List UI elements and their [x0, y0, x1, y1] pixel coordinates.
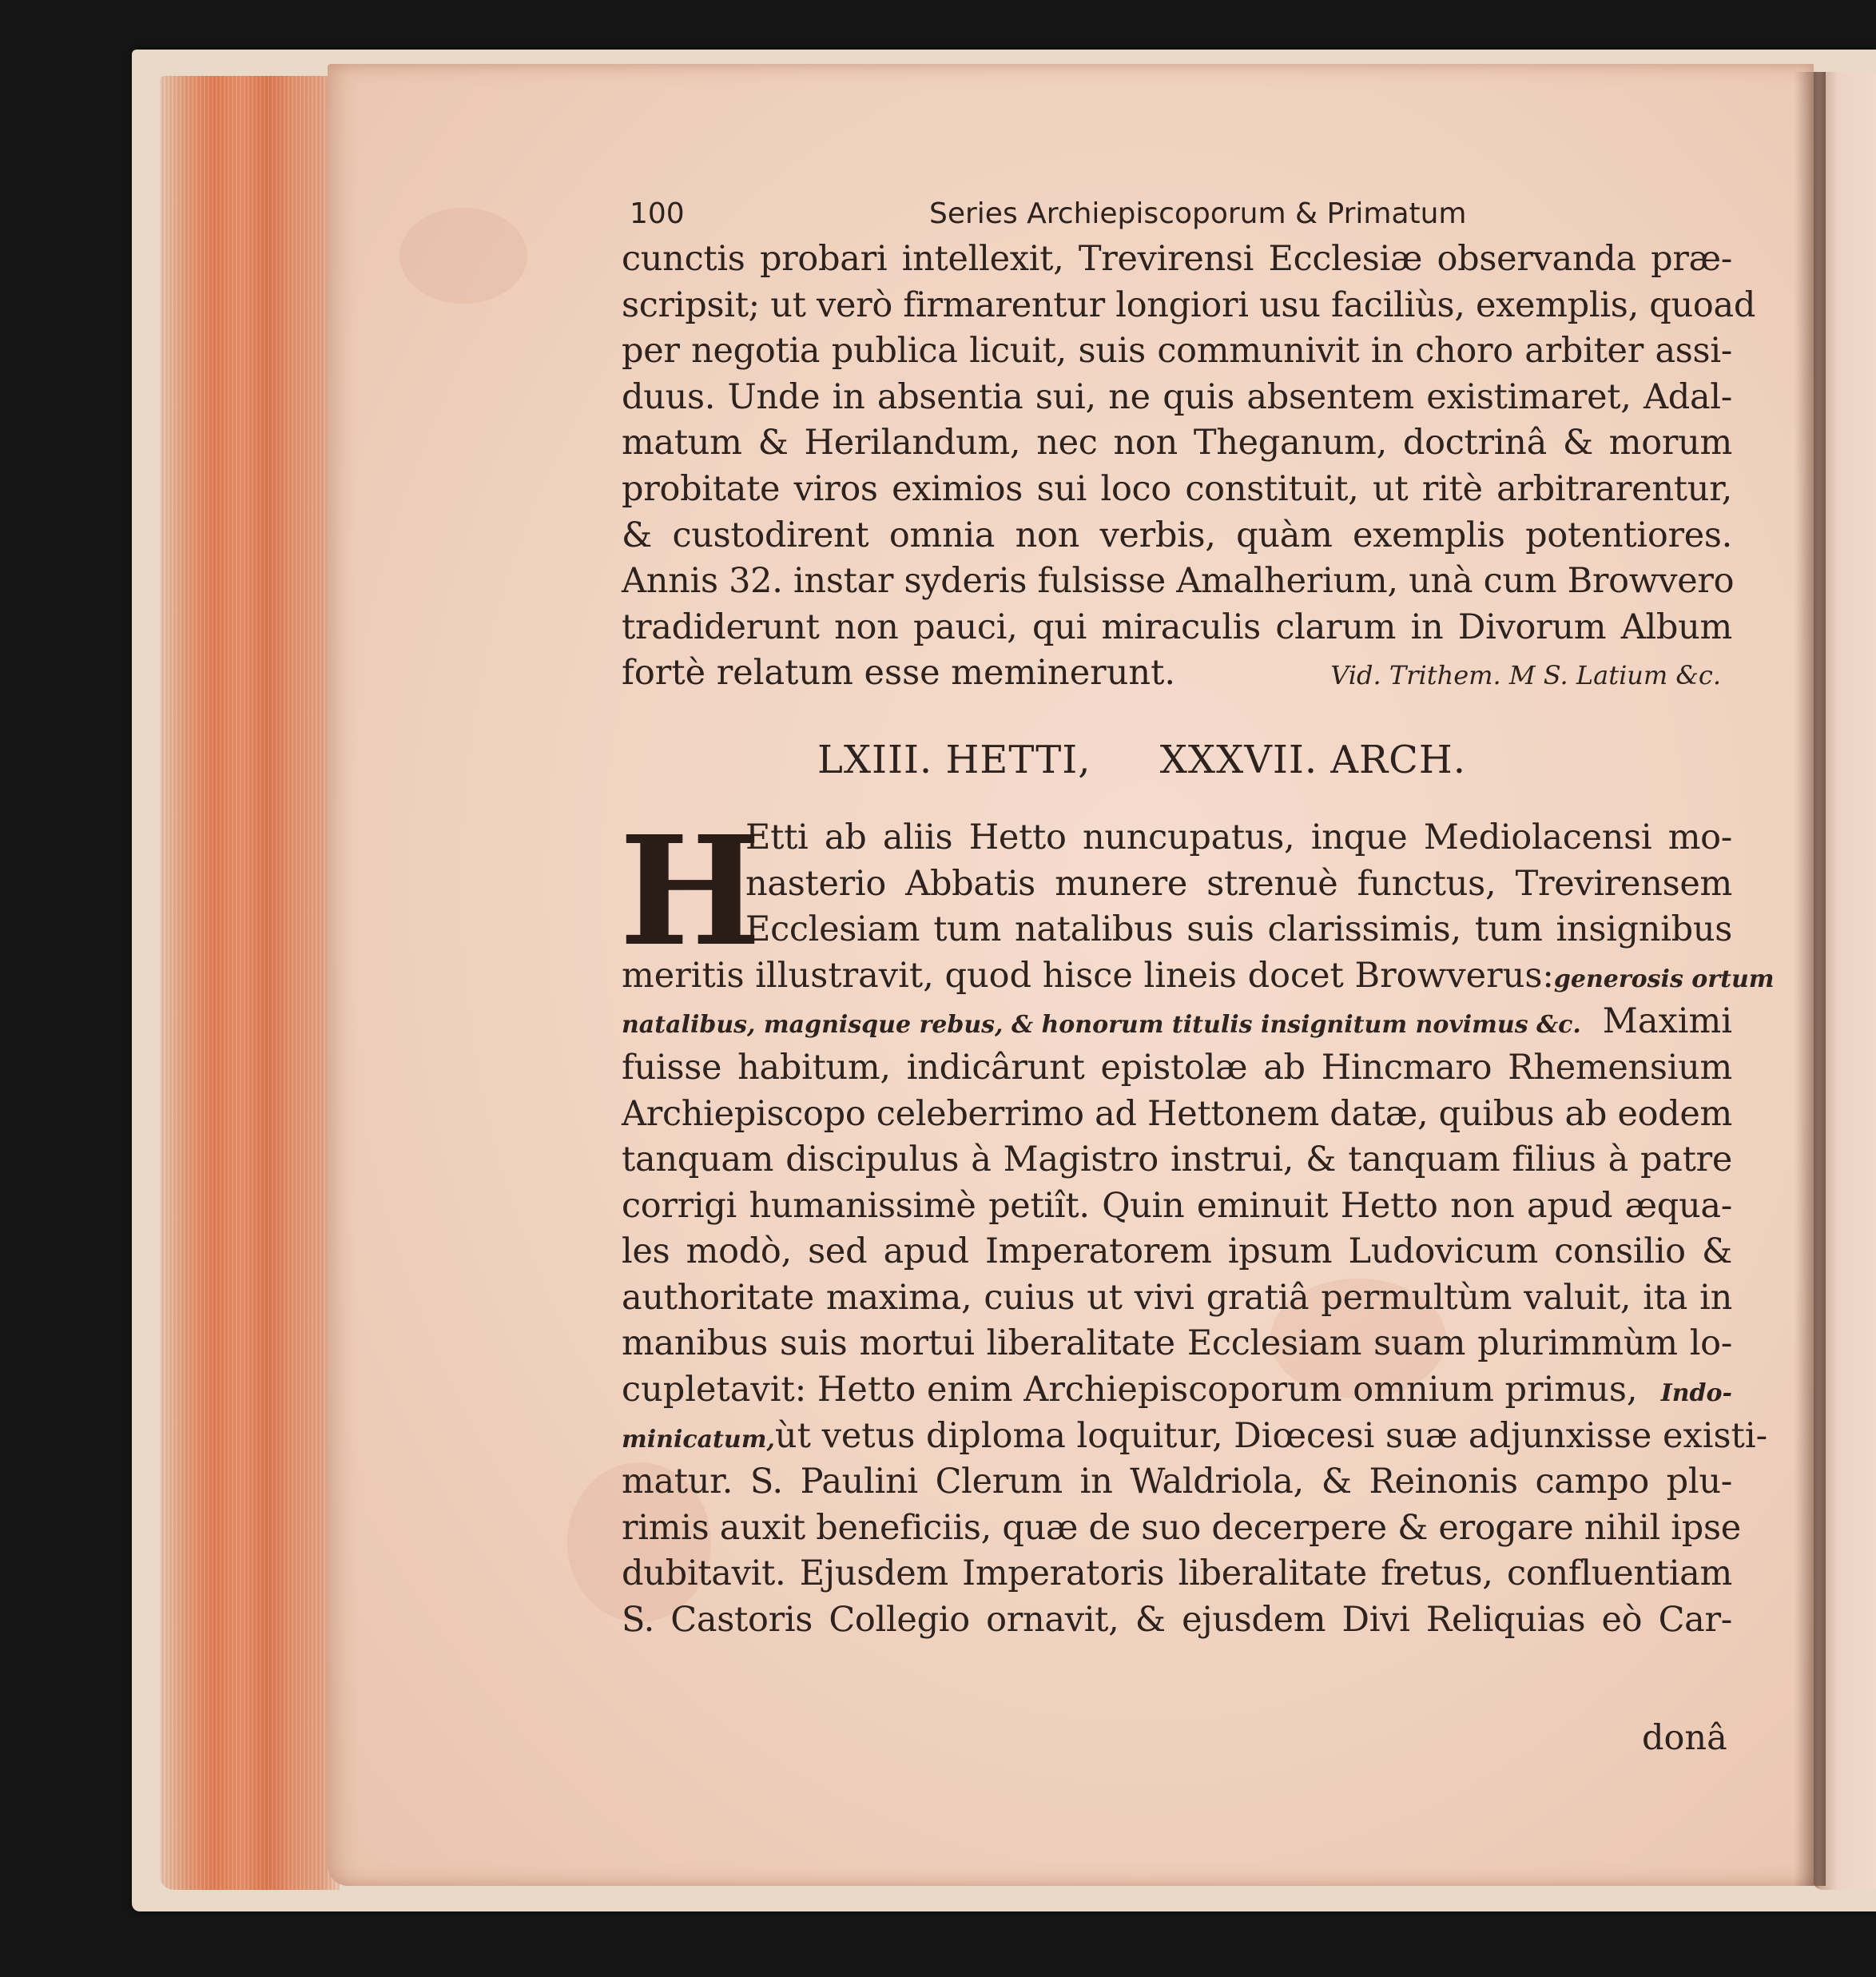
tail-lines [622, 1459, 1741, 1643]
line-text: meritis illustravit, quod hisce lineis docet Browverus: [622, 955, 1554, 996]
running-head: Series Archiepiscoporum & Primatum [929, 197, 1467, 230]
text-line: corrigi humanissimè petiît. Quin eminuit Hetto non apud æqua- [622, 1185, 1732, 1226]
text-line [622, 1414, 1768, 1460]
text-line [622, 999, 1732, 1045]
page-header [622, 192, 1732, 237]
italic-word: minicatum, [622, 1425, 775, 1454]
italic-word: Indo- [1660, 1379, 1732, 1408]
text-line [622, 953, 1775, 1000]
text-line: les modò, sed apud Imperatorem ipsum Ludovicum consilio & [622, 1231, 1732, 1272]
text-line: manibus suis mortui liberalitate Ecclesiam suam plurimmùm lo- [622, 1323, 1732, 1364]
section-heading [622, 732, 1732, 788]
catchword: donâ [1642, 1718, 1727, 1758]
line-text: Maximi [1602, 1001, 1732, 1042]
page-number: 100 [630, 197, 685, 230]
text-line: S. Castoris Collegio ornavit, & ejusdem Divi Reliquias eò Car- [622, 1600, 1732, 1641]
line-text: fortè relatum esse meminerunt. [622, 653, 1176, 694]
line-text: ùt vetus diploma loquitur, Diœcesi suæ adjunxisse existi- [774, 1415, 1768, 1456]
italic-quote: natalibus, magnisque rebus, & honorum titulis insignitum novimus &c. [622, 1011, 1581, 1040]
text-line: scripsit; ut verò firmarentur longiori usu faciliùs, exemplis, quoad [622, 284, 1756, 325]
page-edge-lines [160, 76, 340, 1890]
text-line: matum & Herilandum, nec non Theganum, doctrinâ & morum [622, 423, 1732, 463]
text-line: tanquam discipulus à Magistro instrui, & tanquam filius à patre [622, 1140, 1732, 1180]
text-line: per negotia publica licuit, suis communivit in choro arbiter assi- [622, 331, 1732, 372]
text-line: Annis 32. instar syderis fulsisse Amalherium, unà cum Browvero [622, 561, 1735, 602]
text-line: Archiepiscopo celeberrimo ad Hettonem datæ, quibus ab eodem [622, 1093, 1733, 1134]
text-line: duus. Unde in absentia sui, ne quis absentem existimaret, Adal- [622, 376, 1732, 417]
paragraph-last-line [622, 650, 1732, 697]
text-line: & custodirent omnia non verbis, quàm exemplis potentiores. [622, 515, 1732, 555]
text-line: rimis auxit beneficiis, quæ de suo decerpere & erogare nihil ipse [622, 1507, 1741, 1548]
text-line: Ecclesiam tum natalibus suis clarissimis, tum insignibus [745, 909, 1732, 950]
text-line: dubitavit. Ejusdem Imperatoris liberalitate fretus, confluentiam [622, 1553, 1732, 1594]
drop-cap-initial: H [619, 802, 761, 980]
heading-number-name: LXIII. HETTI, [817, 737, 1091, 782]
citation: Vid. Trithem. M S. Latium &c. [1330, 660, 1721, 691]
text-line: fuisse habitum, indicârunt epistolæ ab Hincmaro Rhemensium [622, 1047, 1732, 1088]
top-paragraph [622, 237, 1756, 650]
text-line: Etti ab aliis Hetto nuncupatus, inque Mediolacensi mo- [745, 817, 1732, 857]
text-line: tradiderunt non pauci, qui miraculis clarum in Divorum Album [622, 607, 1732, 647]
italic-quote: generosis ortum [1553, 965, 1775, 993]
gutter-shadow [1794, 72, 1826, 1886]
body-lines [622, 1045, 1732, 1367]
heading-arch-number: XXXVII. ARCH. [1159, 737, 1467, 782]
text-line: cunctis probari intellexit, Trevirensi Ecclesiæ observanda præ- [622, 239, 1732, 279]
page-edges [160, 76, 340, 1890]
drop-cap-lines [622, 815, 1732, 953]
text-column [619, 192, 1775, 1644]
text-line: matur. S. Paulini Clerum in Waldriola, & Reinonis campo plu- [622, 1462, 1732, 1502]
text-line [622, 1367, 1732, 1414]
text-line: probitate viros eximios sui loco constituit, ut ritè arbitrarentur, [622, 468, 1732, 509]
line-text: cupletavit: Hetto enim Archiepiscoporum omnium primus, [622, 1370, 1638, 1410]
section-body [619, 802, 1775, 1644]
text-line: nasterio Abbatis munere strenuè functus, Trevirensem [745, 863, 1732, 904]
paper-stain [399, 208, 527, 304]
text-line: authoritate maxima, cuius ut vivi gratiâ permultùm valuit, ita in [622, 1277, 1732, 1318]
